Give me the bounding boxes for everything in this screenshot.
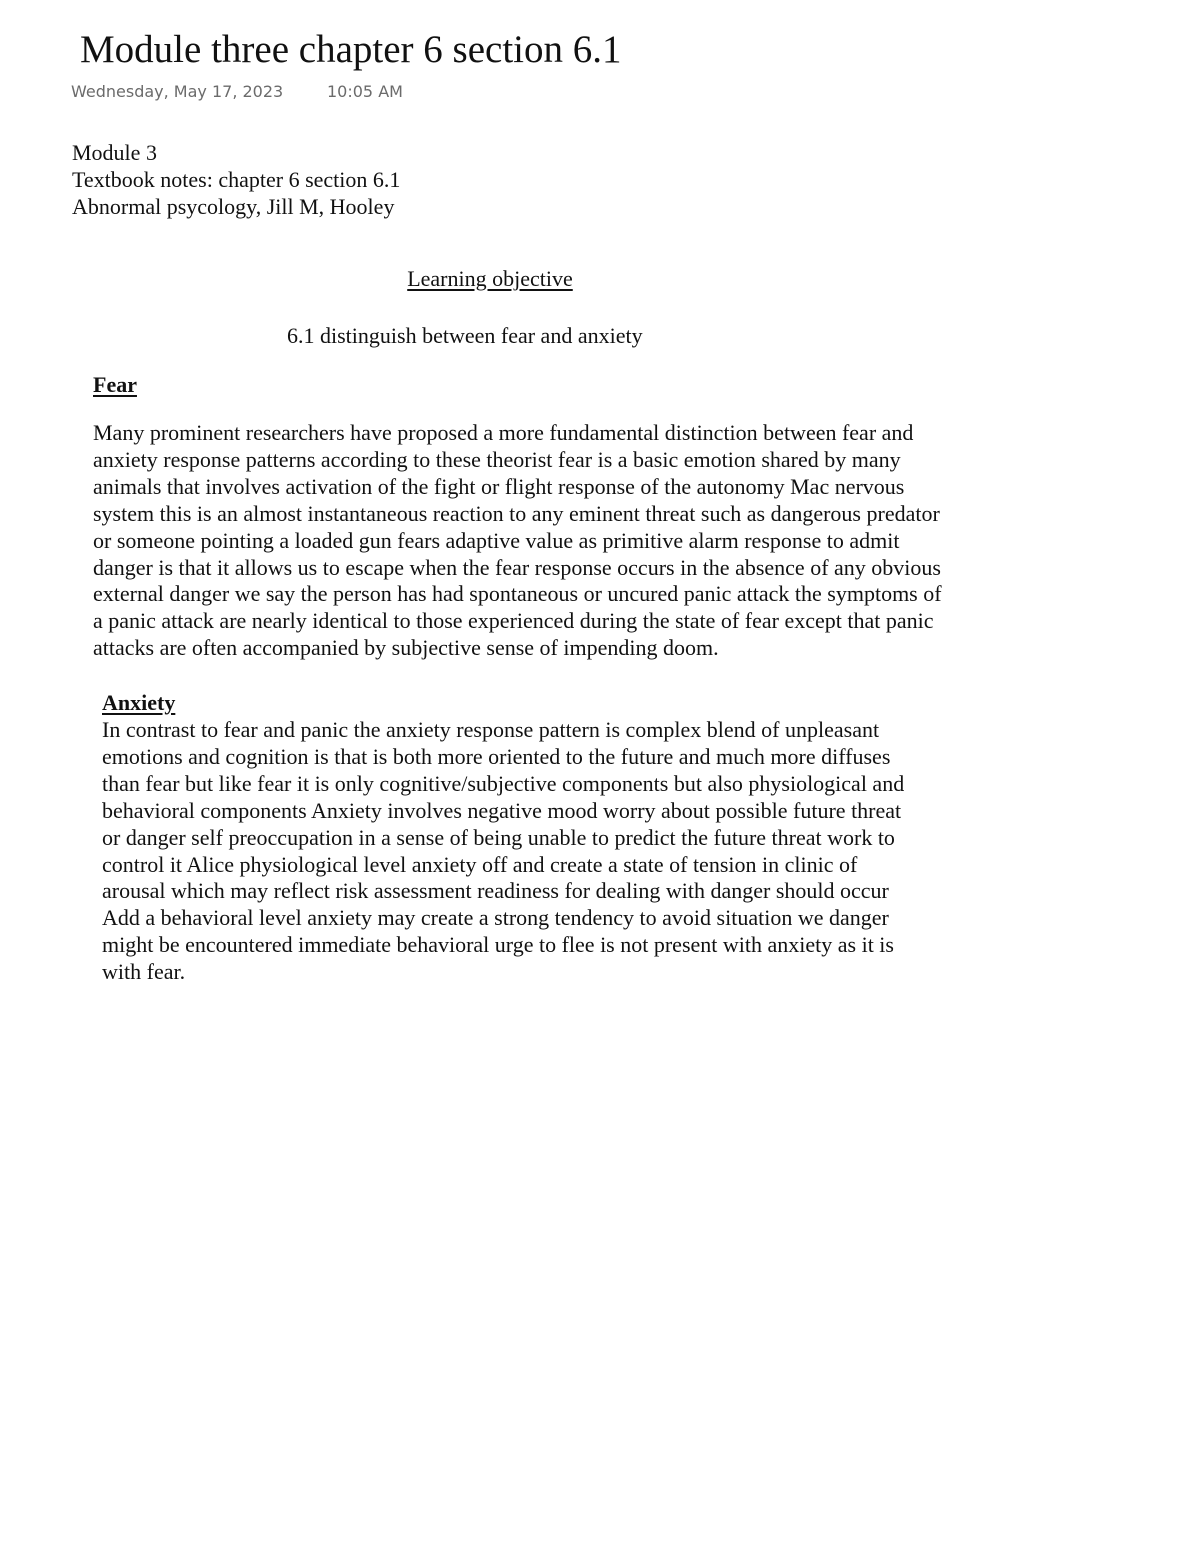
fear-line: a panic attack are nearly identical to those experienced during the state of fear except that panic — [93, 608, 934, 634]
fear-paragraph — [93, 420, 942, 662]
fear-line: attacks are often accompanied by subjective sense of impending doom. — [93, 635, 719, 661]
anxiety-line: arousal which may reflect risk assessment readiness for dealing with danger should occur — [102, 878, 889, 904]
fear-line: animals that involves activation of the fight or flight response of the autonomy Mac nervous — [93, 473, 905, 499]
note-header-block — [72, 139, 400, 220]
fear-line: or someone pointing a loaded gun fears adaptive value as primitive alarm response to admit — [93, 527, 900, 553]
anxiety-line: behavioral components Anxiety involves negative mood worry about possible future threat — [102, 797, 902, 823]
fear-line: anxiety response patterns according to these theorist fear is a basic emotion shared by many — [93, 446, 901, 472]
textbook-notes-line: Textbook notes: chapter 6 section 6.1 — [72, 167, 401, 192]
anxiety-line: or danger self preoccupation in a sense of being unable to predict the future threat work to — [102, 824, 895, 850]
fear-line: Many prominent researchers have proposed a more fundamental distinction between fear and — [93, 420, 914, 445]
anxiety-line: control it Alice physiological level anxiety off and create a state of tension in clinic of — [102, 851, 858, 877]
fear-line: danger is that it allows us to escape when the fear response occurs in the absence of any obvious — [93, 554, 941, 580]
note-date: Wednesday, May 17, 2023 — [71, 82, 284, 101]
note-time: 10:05 AM — [327, 82, 403, 101]
textbook-source-line: Abnormal psycology, Jill M, Hooley — [72, 194, 395, 219]
module-line: Module 3 — [72, 140, 157, 165]
learning-objective-text: 6.1 distinguish between fear and anxiety — [287, 323, 643, 348]
anxiety-heading: Anxiety — [102, 690, 176, 715]
anxiety-line: than fear but like fear it is only cognitive/subjective components but also physiological and — [102, 770, 905, 796]
anxiety-line: with fear. — [102, 959, 186, 985]
fear-line: system this is an almost instantaneous reaction to any eminent threat such as dangerous predator — [93, 500, 940, 526]
anxiety-line: might be encountered immediate behavioral urge to flee is not present with anxiety as it is — [102, 932, 894, 958]
learning-objective-heading: Learning objective — [407, 266, 573, 291]
fear-heading: Fear — [93, 372, 137, 397]
anxiety-paragraph — [102, 717, 904, 986]
page-title: Module three chapter 6 section 6.1 — [80, 28, 622, 71]
anxiety-line: Add a behavioral level anxiety may create a strong tendency to avoid situation we danger — [102, 905, 889, 931]
anxiety-line: emotions and cognition is that is both more oriented to the future and much more diffuses — [102, 743, 891, 769]
anxiety-line: In contrast to fear and panic the anxiety response pattern is complex blend of unpleasant — [102, 717, 880, 742]
fear-line: external danger we say the person has had spontaneous or uncured panic attack the symptoms of — [93, 581, 942, 607]
